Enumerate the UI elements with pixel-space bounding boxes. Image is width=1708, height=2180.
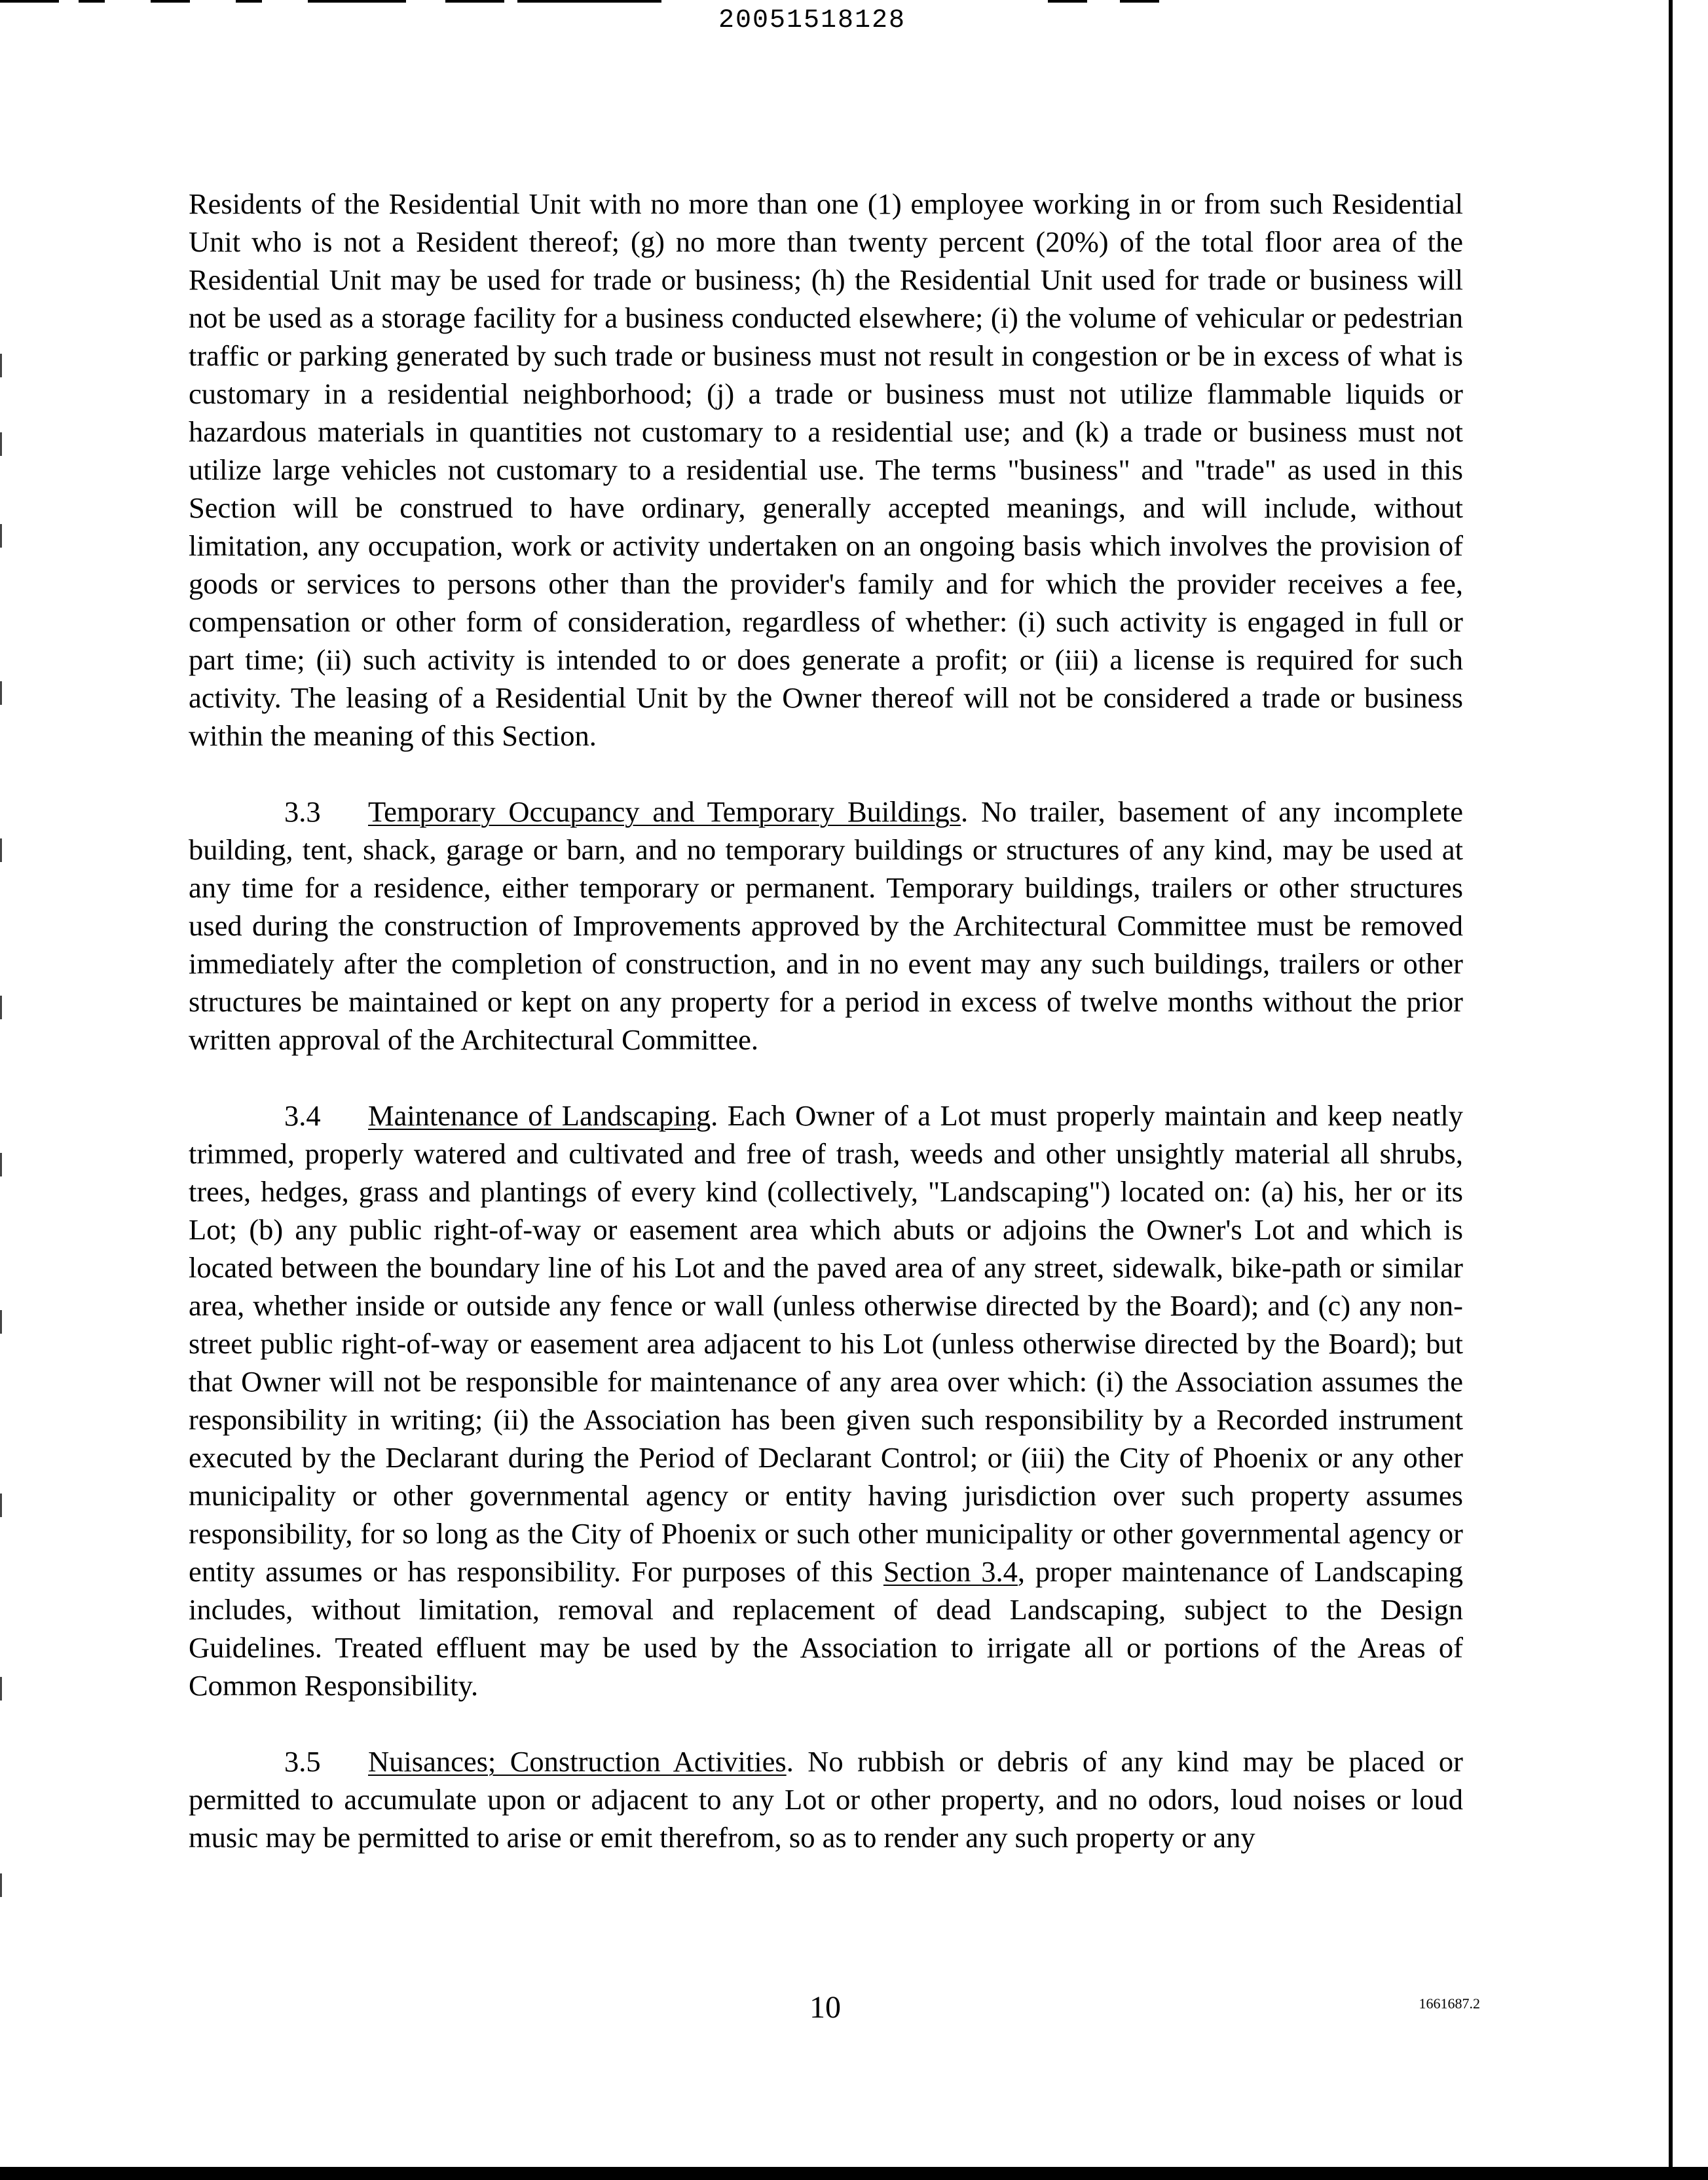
scan-left-tick: [0, 1677, 2, 1701]
document-id: 1661687.2: [1419, 1995, 1480, 2012]
section-3-3: [189, 793, 1463, 1059]
section-title: Temporary Occupancy and Temporary Buildings: [368, 795, 961, 828]
scan-left-tick: [0, 681, 2, 705]
scan-left-tick: [0, 524, 2, 548]
document-body: [189, 185, 1463, 1894]
scan-left-tick: [0, 1153, 2, 1176]
section-3-5: [189, 1742, 1463, 1856]
section-text: . No trailer, basement of any incomplete building, tent, shack, garage or barn, and no temporary buildings or structures of any kind, may be used at any time for a residence, either temporary or permanent. Temporary buildings, trailers or other structures used during the construction of Improvements approved by the Architectural Committee must be removed immediately after the completion of construction, and in no event may any such buildings, trailers or other structures be maintained or kept on any property for a period in excess of twelve months without the prior written approval of the Architectural Committee.: [189, 795, 1463, 1056]
section-3-4: [189, 1097, 1463, 1704]
paragraph-continuation: Residents of the Residential Unit with no more than one (1) employee working in or from such Residential Unit who is not a Resident thereof; (g) no more than twenty percent (20%) of the total floor area of the Residential Unit may be used for trade or business; (h) the Residential Unit used for trade or business will not be used as a storage facility for a business conducted elsewhere; (i) the volume of vehicular or pedestrian traffic or parking generated by such trade or business must not result in congestion or be in excess of what is customary in a residential neighborhood; (j) a trade or business must not utilize flammable liquids or hazardous materials in quantities not customary to a residential use; and (k) a trade or business must not utilize large vehicles not customary to a residential use. The terms "business" and "trade" as used in this Section will be construed to have ordinary, generally accepted meanings, and will include, without limitation, any occupation, work or activity undertaken on an ongoing basis which involves the provision of goods or services to persons other than the provider's family and for which the provider receives a fee, compensation or other form of consideration, regardless of whether: (i) such activity is engaged in full or part time; (ii) such activity is intended to or does generate a profit; or (iii) a license is required for such activity. The leasing of a Residential Unit by the Owner thereof will not be considered a trade or business within the meaning of this Section.: [189, 187, 1463, 752]
scan-left-tick: [0, 1310, 2, 1334]
section-number: 3.3: [284, 795, 321, 828]
section-title: Nuisances; Construction Activities: [368, 1745, 787, 1778]
scan-left-tick: [0, 996, 2, 1019]
section-text: . Each Owner of a Lot must properly maintain and keep neatly trimmed, properly watered and cultivated and free of trash, weeds and other unsightly material all shrubs, trees, hedges, grass and plantings of every kind (collectively, "Landscaping") located on: (a) his, her or its Lot; (b) any public right-of-way or easement area which abuts or adjoins the Owner's Lot and which is located between the boundary line of his Lot and the paved area of any street, sidewalk, bike-path or similar area, whether inside or outside any fence or wall (unless otherwise directed by the Board); and (c) any non-street public right-of-way or easement area adjacent to his Lot (unless otherwise directed by the Board); but that Owner will not be responsible for maintenance of any area over which: (i) the Association assumes the responsibility in writing; (ii) the Association has been given such responsibility by a Recorded instrument executed by the Declarant during the Period of Declarant Control; or (iii) the City of Phoenix or any other municipality or other governmental agency or entity having jurisdiction over such property assumes responsibility, for so long as the City of Phoenix or such other municipality or other governmental agency or entity assumes or has responsibility. For purposes of this: [189, 1099, 1463, 1588]
section-number: 3.4: [284, 1099, 321, 1132]
scan-left-tick: [0, 838, 2, 862]
scan-right-edge: [1669, 0, 1673, 2180]
scan-bottom-edge: [0, 2167, 1708, 2180]
section-number: 3.5: [284, 1745, 321, 1778]
scan-left-tick: [0, 1873, 2, 1897]
page-number: 10: [809, 1990, 841, 2025]
section-text-continued: , proper maintenance of Landscaping includes, without limitation, removal and replacement of dead Landscaping, subject to the Design Guidelines. Treated effluent may be used by the Association to irrigate all or portions of the Areas of Common Responsibility.: [189, 1555, 1464, 1702]
section-reference: Section 3.4: [883, 1555, 1018, 1588]
scan-left-tick: [0, 354, 2, 377]
section-title: Maintenance of Landscaping: [368, 1099, 711, 1132]
scan-left-tick: [0, 1494, 2, 1517]
section-text: . No rubbish or debris of any kind may be placed or permitted to accumulate upon or adjacent to any Lot or other property, and no odors, loud noises or loud music may be permitted to arise or emit therefrom, so as to render any such property or any: [189, 1745, 1463, 1854]
scan-left-tick: [0, 432, 2, 456]
document-number: 20051518128: [718, 6, 906, 35]
